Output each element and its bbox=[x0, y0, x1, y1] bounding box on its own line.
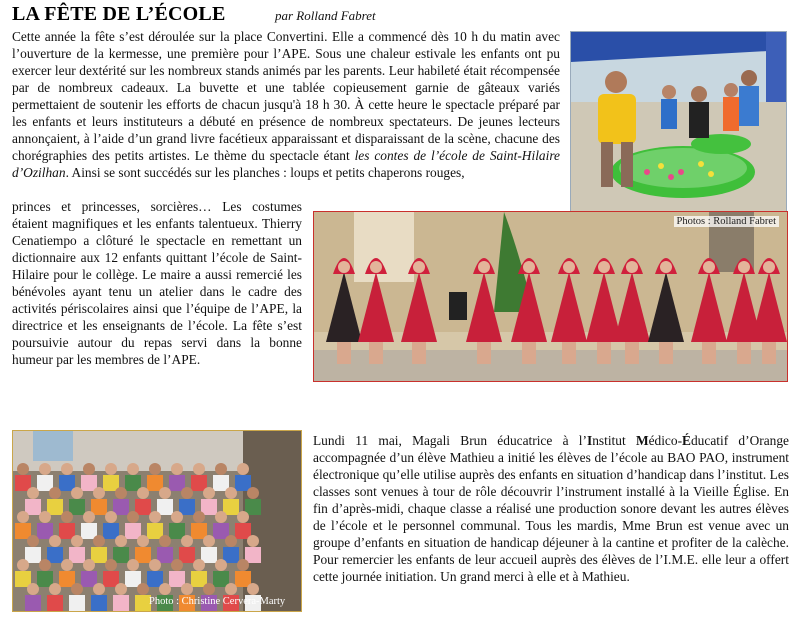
kermesse-photo bbox=[570, 31, 787, 213]
article-title: LA FÊTE DE L’ÉCOLE bbox=[12, 3, 226, 25]
article-paragraph-1: Cette année la fête s’est déroulée sur la place Convertini. Elle a commencé dès 10 h du matin avec l’ouverture de la kermesse, une première pour l’APE. Sous une chaleur estivale les enfants ont pu exercer leur dextérité sur les nombreux stands animés par les parents. Leur habileté était récompensée par de nombreux cadeaux. La buvette et une tablée copieusement garnie de gâteaux variés permettaient de soutenir les efforts de chacun jusqu'à 18 h 30. À cette heure le spectacle préparé par les enfants et leurs instituteurs a débuté en présence de nombreux spectateurs. De jeunes lecteurs annonçaient, à l’aide d’un grand livre facétieux apparaissant et disparaissant de la scène, chacune des chorégraphies des petits artistes. Le thème du spectacle étant les contes de l’école de Saint-Hilaire d’Ozilhan. Ainsi se sont succédés sur les planches : loups et petits chaperons rouges, bbox=[12, 29, 560, 180]
spectacle-photo bbox=[313, 211, 788, 382]
audience-photo bbox=[12, 430, 302, 612]
photo2-credit: Photos : Rolland Fabret bbox=[674, 216, 779, 227]
article-byline: par Rolland Fabret bbox=[275, 8, 376, 23]
article-paragraph-2: princes et princesses, sorcières… Les costumes étaient magnifiques et les enfants talentueux. Thierry Cenatiempo a clôturé le spectacle en remettant un dictionnaire aux 12 enfants quittant l’école de Saint-Hilaire pour le collège. Le maire a aussi remercié les bénévoles ayant tenu un atelier dans le cadre des activités périscolaires ainsi que l’équipe de l’APE, la directrice et les enseignants de l’école. La fête s’est poursuivie autour du repas servi dans la bonne humeur par les membres de l’APE. bbox=[12, 199, 302, 367]
photo3-credit: Photo : Christine Cervera-Marty bbox=[149, 596, 286, 607]
article2-paragraph: Lundi 11 mai, Magali Brun éducatrice à l’Institut Médico-Éducatif d’Orange accompagnée d’un élève Mathieu a initié les élèves de l’école au BAO PAO, instrument électronique qu’elle utilise auprès des enfants en situation d’handicap dans l’institut. Les classes sont venues à tour de rôle découvrir l’instrument installé à la Vieille Église. En fin d’après-midi, chaque classe a réalisé une production sonore devant les autres élèves de l’école et le personnel communal. Tous les mardis, Mme Brun est venue avec un groupe d’enfants en situation de handicap déjeuner à la cantine et profiter de la calèche. Pour remercier les enfants de leur accueil auprès des élèves de l’I.M.E. elle leur a offert cette journée initiation. Un grand merci à elle et à Mathieu. bbox=[313, 433, 789, 584]
